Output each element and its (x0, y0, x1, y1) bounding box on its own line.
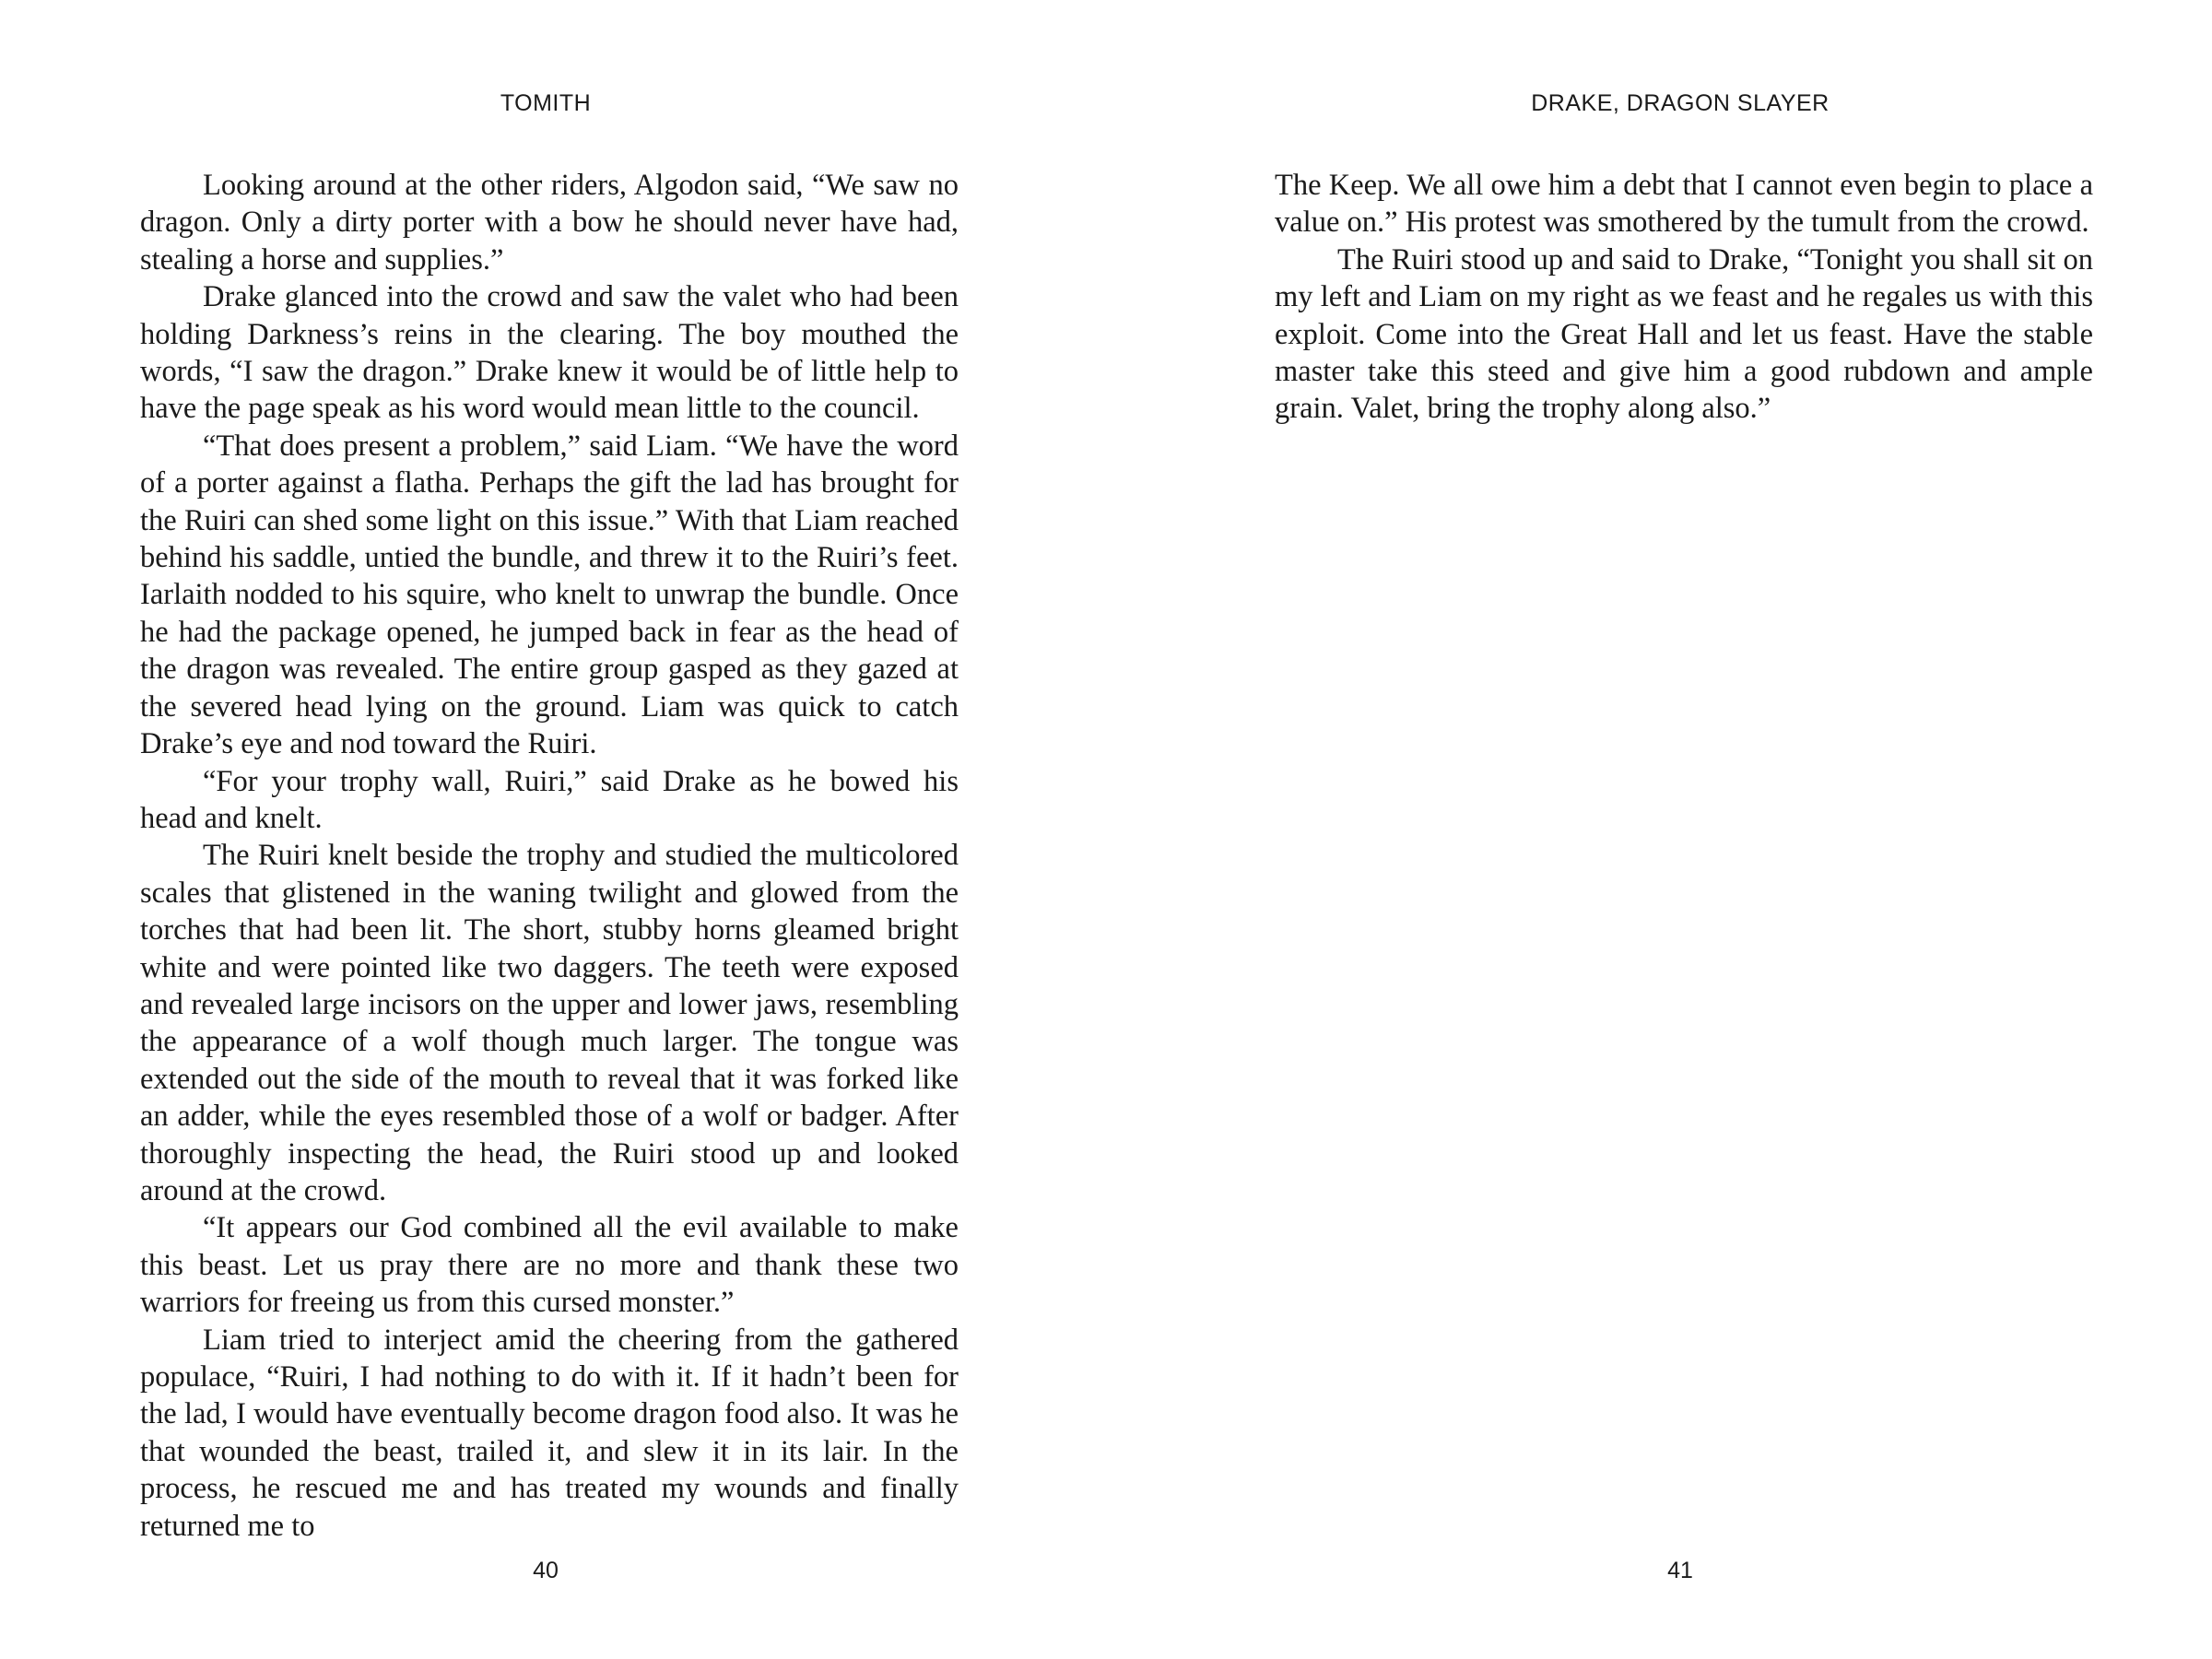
paragraph: Looking around at the other riders, Algodon said, “We saw no dragon. Only a dirty porter with a bow he should never have had, stealing a horse and supplies.” (140, 169, 959, 276)
running-head-left: TOMITH (500, 90, 592, 116)
paragraph: “For your trophy wall, Ruiri,” said Drake as he bowed his head and knelt. (140, 764, 959, 835)
running-head-right: DRAKE, DRAGON SLAYER (1531, 90, 1830, 116)
paragraph: Drake glanced into the crowd and saw the valet who had been holding Darkness’s reins in the clearing. The boy mouthed the words, “I saw the dragon.” Drake knew it would be of little help to have the page speak as his word would mean little to the council. (140, 280, 959, 426)
paragraph: The Ruiri knelt beside the trophy and studied the multicolored scales that glistened in the waning twilight and glowed from the torches that had been lit. The short, stubby horns gleamed bright white and were pointed like two daggers. The teeth were exposed and revealed large incisors on the upper and lower jaws, resembling the appearance of a wolf though much larger. The tongue was extended out the side of the mouth to reveal that it was forked like an adder, while the eyes resembled those of a wolf or badger. After thoroughly inspecting the head, the Ruiri stood up and looked around at the crowd. (140, 839, 959, 1207)
paragraph: The Ruiri stood up and said to Drake, “Tonight you shall sit on my left and Liam on my right as we feast and he regales us with this exploit. Come into the Great Hall and let us feast. Have the stable master take this steed and give him a good rubdown and ample grain. Valet, bring the trophy along also.” (1275, 242, 2093, 426)
paragraph: “It appears our God combined all the evil available to make this beast. Let us pray there are no more and thank these two warriors for freeing us from this cursed monster.” (140, 1211, 959, 1320)
right-page (1106, 0, 2212, 1659)
paragraph: “That does present a problem,” said Liam. “We have the word of a porter against a flatha. Perhaps the gift the lad has brought for the Ruiri can shed some light on this issue.” With that Liam reached behind his saddle, untied the bundle, and threw it to the Ruiri’s feet. Iarlaith nodded to his squire, who knelt to unwrap the bundle. Once he had the package opened, he jumped back in fear as the head of the dragon was revealed. The entire group gasped as they gazed at the severed head lying on the ground. Liam was quick to catch Drake’s eye and nod toward the Ruiri. (140, 429, 959, 761)
paragraph: Liam tried to interject amid the cheering from the gathered populace, “Ruiri, I had nothing to do with it. If it hadn’t been for the lad, I would have eventually become dragon food also. It was he that wounded the beast, trailed it, and slew it in its lair. In the process, he rescued me and has treated my wounds and finally returned me to (140, 1323, 959, 1543)
page-number-left: 40 (533, 1558, 559, 1583)
continued-paragraph: The Keep. We all owe him a debt that I cannot even begin to place a value on.” His protest was smothered by the tumult from the crowd. (1275, 169, 2093, 240)
right-page-body (1275, 167, 2093, 428)
page-number-right: 41 (1667, 1558, 1693, 1583)
left-page-body (140, 167, 959, 1545)
